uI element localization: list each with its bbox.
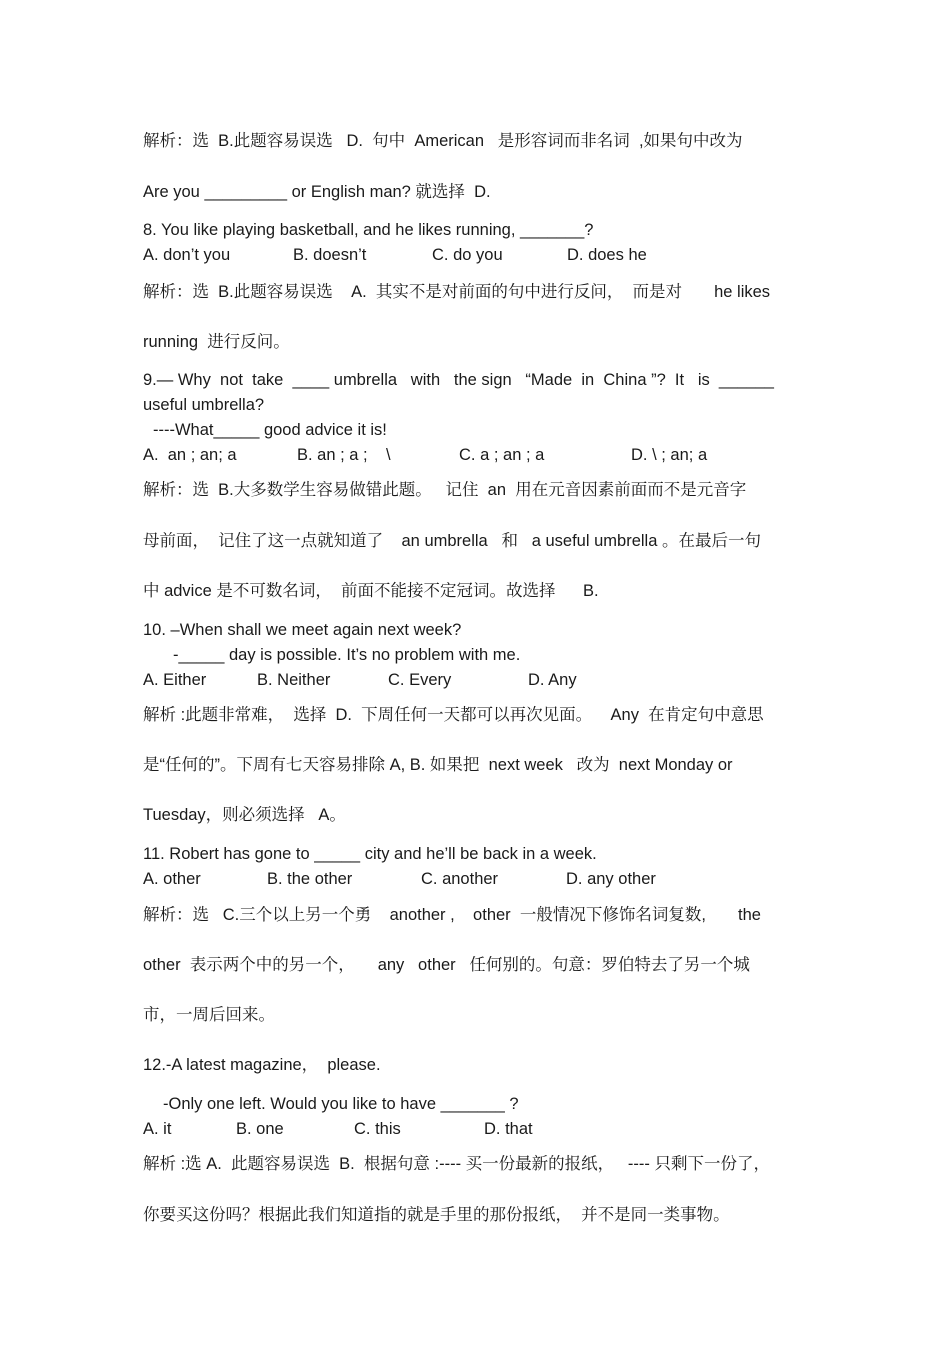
q10-option-c: C. Every bbox=[388, 671, 452, 689]
q10-option-b: B. Neither bbox=[257, 671, 331, 689]
q9-analysis-line-3: 中 advice 是不可数名词， 前面不能接不定冠词。故选择 B. bbox=[143, 582, 599, 600]
q10-analysis-line-3: Tuesday，则必须选择 A。 bbox=[143, 806, 346, 824]
q9-stem-line-1: 9.— Why not take ____ umbrella with the sign “Made in China ”? It is ______ bbox=[143, 371, 774, 389]
q9-option-d: D. \ ; an; a bbox=[631, 446, 708, 464]
q8-analysis-line-2: running 进行反问。 bbox=[143, 333, 290, 351]
q9-analysis-line-1: 解析：选 B.大多数学生容易做错此题。 记住 an 用在元音因素前面而不是元音字 bbox=[143, 481, 747, 499]
q10-option-d: D. Any bbox=[528, 671, 577, 689]
q9-stem-line-3: ----What_____ good advice it is! bbox=[153, 421, 387, 439]
q10-analysis-line-2: 是“任何的”。下周有七天容易排除 A, B. 如果把 next week 改为 next Monday or bbox=[143, 756, 733, 774]
q11-analysis-line-1: 解析：选 C.三个以上另一个勇 another , other 一般情况下修饰名词复数, the bbox=[143, 906, 761, 924]
q11-analysis-line-3: 市，一周后回来。 bbox=[143, 1006, 275, 1024]
q11-option-d: D. any other bbox=[566, 870, 656, 888]
q7-analysis-line-1: 解析：选 B.此题容易误选 D. 句中 American 是形容词而非名词 ,如果句中改为 bbox=[143, 132, 743, 150]
q9-option-c: C. a ; an ; a bbox=[459, 446, 545, 464]
q12-option-b: B. one bbox=[236, 1120, 284, 1138]
q12-analysis-line-2: 你要买这份吗？根据此我们知道指的就是手里的那份报纸， 并不是同一类事物。 bbox=[143, 1206, 730, 1224]
q8-option-a: A. don’t you bbox=[143, 246, 231, 264]
q8-stem: 8. You like playing basketball, and he likes running, _______? bbox=[143, 221, 594, 239]
q12-option-c: C. this bbox=[354, 1120, 401, 1138]
q11-option-c: C. another bbox=[421, 870, 499, 888]
q11-stem: 11. Robert has gone to _____ city and he’ll be back in a week. bbox=[143, 845, 597, 863]
q8-option-c: C. do you bbox=[432, 246, 503, 264]
q11-analysis-line-2: other 表示两个中的另一个， any other 任何别的。句意：罗伯特去了另一个城 bbox=[143, 956, 750, 974]
q10-stem-line-1: 10. –When shall we meet again next week? bbox=[143, 621, 462, 639]
q12-analysis-line-1: 解析 :选 A. 此题容易误选 B. 根据句意 :---- 买一份最新的报纸， ---- 只剩下一份了， bbox=[143, 1155, 770, 1173]
q12-option-a: A. it bbox=[143, 1120, 172, 1138]
q8-option-d: D. does he bbox=[567, 246, 647, 264]
q11-option-a: A. other bbox=[143, 870, 201, 888]
q9-option-b: B. an ; a ; \ bbox=[297, 446, 391, 464]
q12-stem-line-2: -Only one left. Would you like to have _______ ? bbox=[163, 1095, 519, 1113]
q10-stem-line-2: -_____ day is possible. It’s no problem with me. bbox=[173, 646, 521, 664]
q9-option-a: A. an ; an; a bbox=[143, 446, 237, 464]
q8-option-b: B. doesn’t bbox=[293, 246, 367, 264]
q12-stem-line-1: 12.-A latest magazine， please. bbox=[143, 1056, 381, 1074]
q9-stem-line-2: useful umbrella? bbox=[143, 396, 265, 414]
q8-analysis-line-1: 解析：选 B.此题容易误选 A. 其实不是对前面的句中进行反问， 而是对 he likes bbox=[143, 283, 771, 301]
q9-analysis-line-2: 母前面， 记住了这一点就知道了 an umbrella 和 a useful umbrella 。在最后一句 bbox=[143, 532, 761, 550]
q10-analysis-line-1: 解析 :此题非常难， 选择 D. 下周任何一天都可以再次见面。 Any 在肯定句中意思 bbox=[143, 706, 764, 724]
q7-analysis-line-2: Are you _________ or English man? 就选择 D. bbox=[143, 183, 491, 201]
q11-option-b: B. the other bbox=[267, 870, 353, 888]
q12-option-d: D. that bbox=[484, 1120, 533, 1138]
q10-option-a: A. Either bbox=[143, 671, 207, 689]
